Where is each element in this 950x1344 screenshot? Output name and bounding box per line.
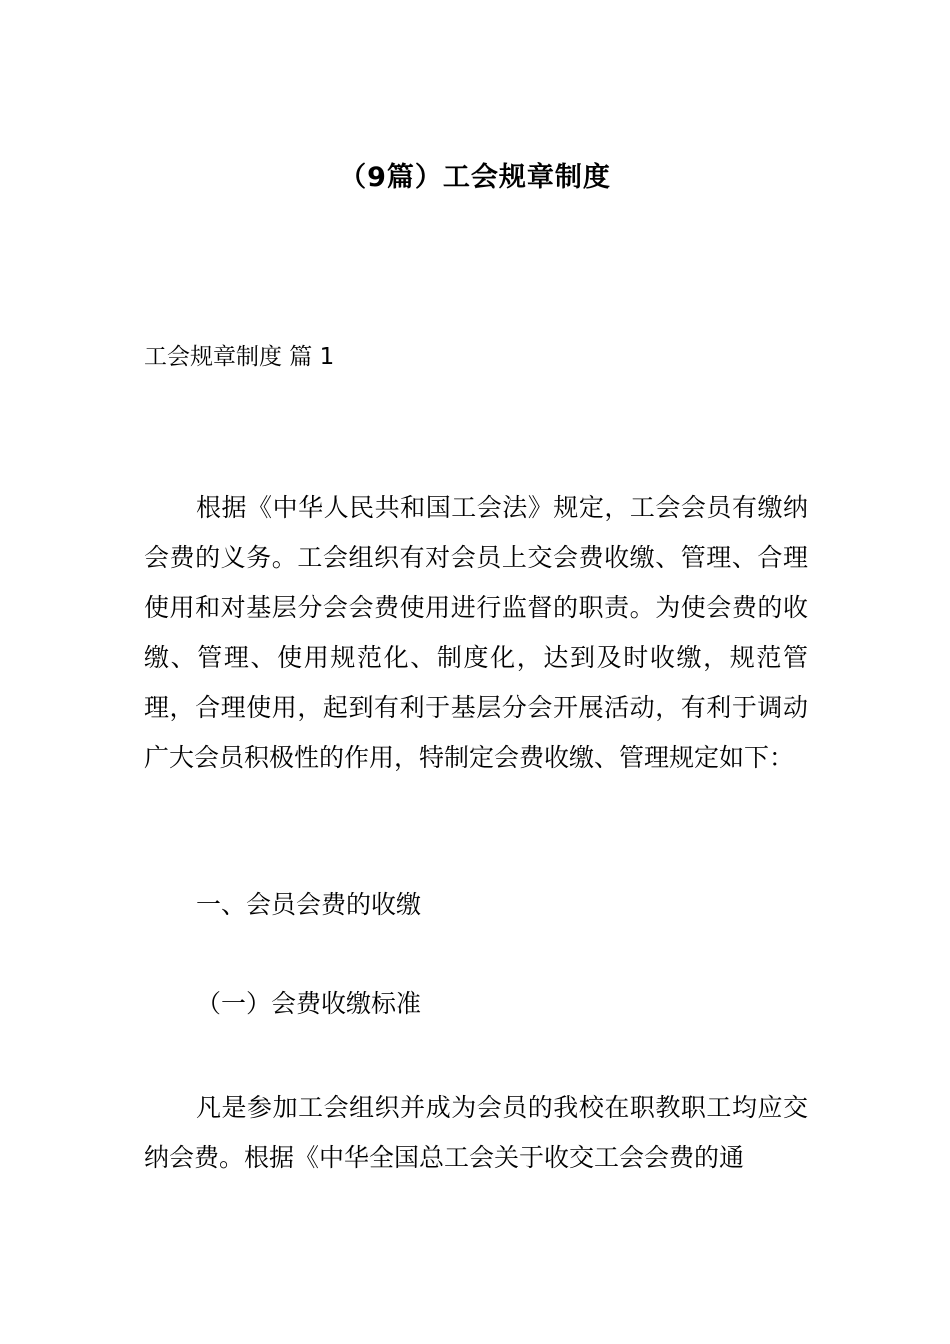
- section-title: 工会规章制度 篇 1: [144, 344, 335, 370]
- heading-membership-fee-collection: 一、会员会费的收缴: [196, 890, 422, 919]
- heading-fee-standard: （一）会费收缴标准: [196, 989, 422, 1018]
- paragraph-2: 凡是参加工会组织并成为会员的我校在职教职工均应交纳会费。根据《中华全国总工会关于收交工会会费的通: [144, 1093, 808, 1172]
- paragraph-1: 根据《中华人民共和国工会法》规定，工会会员有缴纳会费的义务。工会组织有对会员上交会费收缴、管理、合理使用和对基层分会会费使用进行监督的职责。为使会费的收缴、管理、使用规范化、制度化，达到及时收缴，规范管理，合理使用，起到有利于基层分会开展活动，有利于调动广大会员积极性的作用，特制定会费收缴、管理规定如下：: [144, 493, 808, 772]
- document-title: （9篇）工会规章制度: [339, 162, 611, 193]
